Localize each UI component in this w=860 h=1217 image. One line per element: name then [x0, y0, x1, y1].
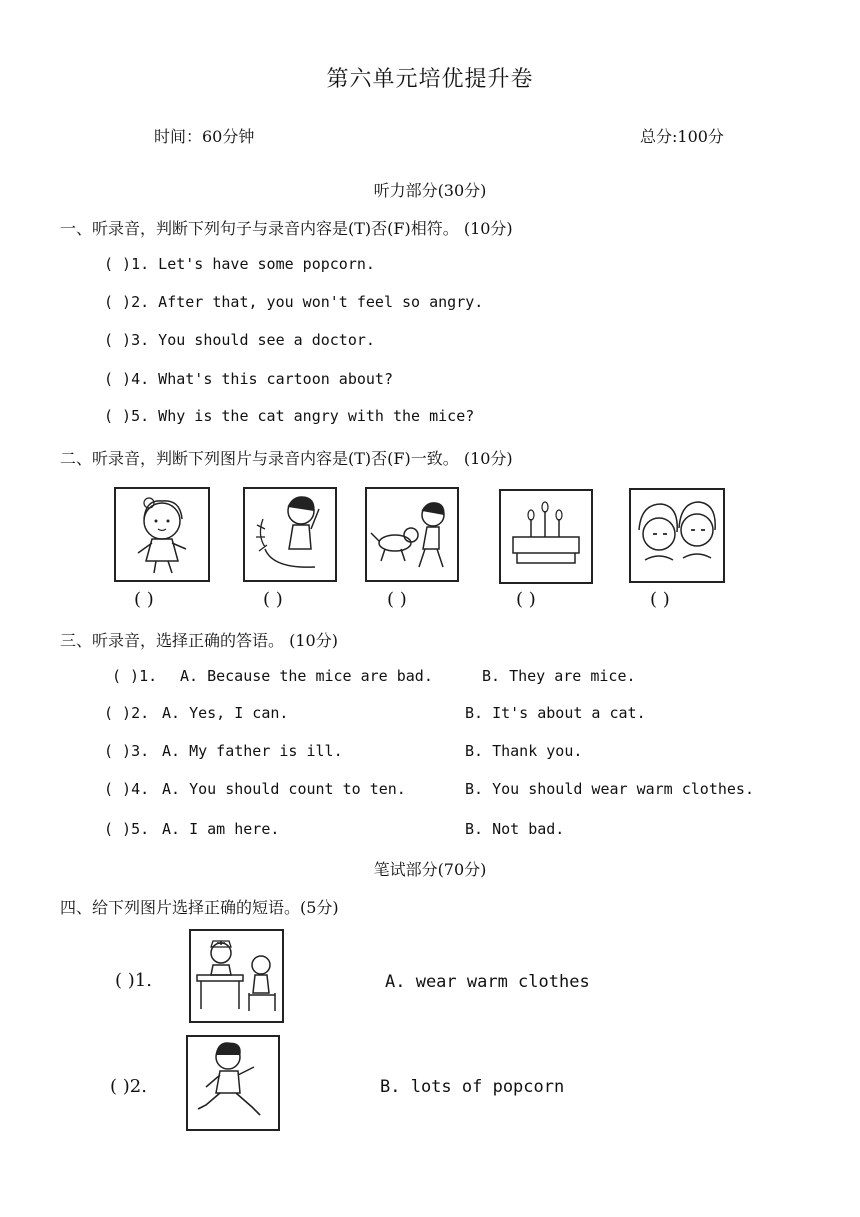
listening-header: 听力部分(30分) — [373, 181, 487, 200]
section4-option-b: B. lots of popcorn — [380, 1077, 565, 1097]
total-score-label: 总分:100分 — [640, 127, 724, 146]
answer-blank-pic-4[interactable]: ( ) — [516, 589, 536, 610]
section3-item-3-option-a: A. My father is ill. — [162, 742, 343, 760]
section3-item-4-option-a: A. You should count to ten. — [162, 780, 406, 798]
section4-item-1-number[interactable]: ( )1. — [115, 970, 152, 991]
answer-blank-pic-1[interactable]: ( ) — [134, 589, 154, 610]
section3-item-2-option-b: B. It's about a cat. — [465, 704, 646, 722]
cake-and-candles-icon — [499, 489, 593, 584]
section3-item-3-option-b: B. Thank you. — [465, 742, 583, 760]
section3-item-4-option-b: B. You should wear warm clothes. — [465, 780, 754, 798]
dog-chasing-boy-icon — [365, 487, 459, 582]
page-title: 第六单元培优提升卷 — [326, 67, 534, 92]
section3-item-1-option-a: A. Because the mice are bad. — [180, 667, 433, 685]
section3-item-4-number: ( )4. — [104, 780, 150, 798]
time-label: 时间：60分钟 — [154, 127, 255, 146]
doctor-and-sick-boy-icon — [189, 929, 284, 1023]
section2-heading: 二、听录音，判断下列图片与录音内容是(T)否(F)一致。 (10分) — [60, 449, 513, 468]
section3-item-2-number: ( )2. — [104, 704, 150, 722]
section3-item-5-number: ( )5. — [104, 820, 150, 838]
section3-item-5-option-a: A. I am here. — [162, 820, 280, 838]
section4-item-2-number[interactable]: ( )2. — [110, 1076, 147, 1097]
girl-icon — [114, 487, 210, 582]
two-girls-icon — [629, 488, 725, 583]
section3-heading: 三、听录音，选择正确的答语。 (10分) — [60, 631, 338, 650]
section3-item-5-option-b: B. Not bad. — [465, 820, 565, 838]
section3-item-1-number: ( )1. — [112, 667, 158, 685]
answer-blank-pic-2[interactable]: ( ) — [263, 589, 283, 610]
writing-header: 笔试部分(70分) — [373, 860, 487, 879]
section1-item-5: ( )5. Why is the cat angry with the mice? — [104, 407, 475, 425]
section1-item-4: ( )4. What's this cartoon about? — [104, 370, 393, 388]
section4-heading: 四、给下列图片选择正确的短语。(5分) — [60, 898, 339, 917]
section4-option-a: A. wear warm clothes — [385, 972, 590, 992]
section1-item-3: ( )3. You should see a doctor. — [104, 331, 375, 349]
section1-heading: 一、听录音，判断下列句子与录音内容是(T)否(F)相符。 (10分) — [60, 219, 513, 238]
section3-item-2-option-a: A. Yes, I can. — [162, 704, 289, 722]
running-boy-icon — [186, 1035, 280, 1131]
section3-item-1-option-b: B. They are mice. — [482, 667, 636, 685]
answer-blank-pic-5[interactable]: ( ) — [650, 589, 670, 610]
section1-item-1: ( )1. Let's have some popcorn. — [104, 255, 375, 273]
section3-item-3-number: ( )3. — [104, 742, 150, 760]
boy-with-plant-icon — [243, 487, 337, 582]
section1-item-2: ( )2. After that, you won't feel so angry. — [104, 293, 484, 311]
answer-blank-pic-3[interactable]: ( ) — [387, 589, 407, 610]
